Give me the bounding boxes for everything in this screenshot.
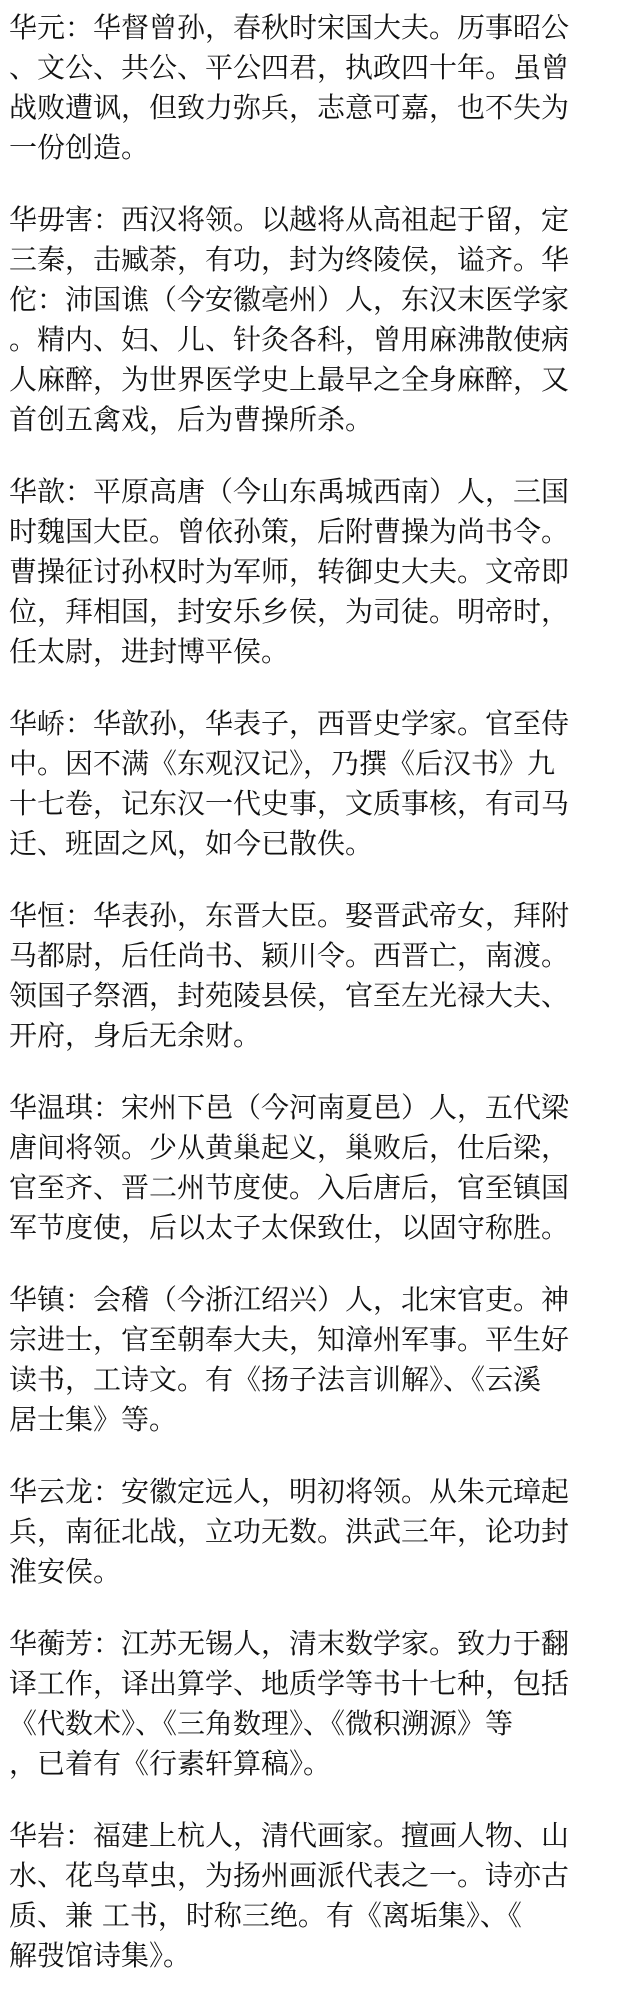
text-line: 译工作，译出算学、地质学等书十七种，包括 — [9, 1667, 570, 1700]
text-line: 任太尉，进封博平侯。 — [9, 635, 290, 668]
text-line: 三秦，击臧荼，有功，封为终陵侯，谥齐。华 — [9, 243, 570, 276]
text-line: 首创五禽戏，后为曹操所杀。 — [9, 403, 374, 436]
paragraph-gap — [9, 864, 631, 896]
text-line: 华元：华督曾孙，春秋时宋国大夫。历事昭公 — [9, 11, 570, 44]
text-line: 华恒：华表孙，东晋大臣。娶晋武帝女，拜附 — [9, 899, 570, 932]
text-line: 时魏国大臣。曾依孙策，后附曹操为尚书令。 — [9, 515, 570, 548]
text-line: 迁、班固之风，如今已散佚。 — [9, 827, 374, 860]
text-line: 华歆：平原高唐（今山东禹城西南）人，三国 — [9, 475, 570, 508]
biography-entry-hua-heng — [9, 896, 631, 1056]
biography-entry-hua-yuan — [9, 8, 631, 168]
text-line: 位，拜相国，封安乐乡侯，为司徒。明帝时， — [9, 595, 570, 628]
paragraph-gap — [9, 1248, 631, 1280]
text-line: 开府，身后无余财。 — [9, 1019, 262, 1052]
paragraph-gap — [9, 168, 631, 200]
text-line: 居士集》等。 — [9, 1403, 178, 1436]
paragraph-gap — [9, 672, 631, 704]
paragraph-gap — [9, 1784, 631, 1816]
text-line: ，已着有《行素轩算稿》。 — [9, 1747, 332, 1780]
biography-entry-hua-wuhai-hua-tuo — [9, 200, 631, 440]
text-line: 华蘅芳：江苏无锡人，清末数学家。致力于翻 — [9, 1627, 570, 1660]
biography-entry-hua-hengfang — [9, 1624, 631, 1784]
paragraph-gap — [9, 1440, 631, 1472]
text-line: 领国子祭酒，封苑陵县侯，官至左光禄大夫、 — [9, 979, 570, 1012]
text-line: 华镇：会稽（今浙江绍兴）人，北宋官吏。神 — [9, 1283, 570, 1316]
text-line: 军节度使，后以太子太保致仕，以固守称胜。 — [9, 1211, 570, 1244]
text-line: 华毋害：西汉将领。以越将从高祖起于留，定 — [9, 203, 570, 236]
text-line: 。精内、妇、儿、针灸各科，曾用麻沸散使病 — [9, 323, 570, 356]
biography-entry-hua-qiao — [9, 704, 631, 864]
text-line: 华岩：福建上杭人，清代画家。擅画人物、山 — [9, 1819, 570, 1852]
text-line: 华温琪：宋州下邑（今河南夏邑）人，五代梁 — [9, 1091, 570, 1124]
text-line: 华峤：华歆孙，华表子，西晋史学家。官至侍 — [9, 707, 570, 740]
text-line: 佗：沛国谯（今安徽亳州）人，东汉末医学家 — [9, 283, 570, 316]
biography-entry-hua-xin — [9, 472, 631, 672]
text-line: 淮安侯。 — [9, 1555, 122, 1588]
text-line: 宗进士，官至朝奉大夫，知漳州军事。平生好 — [9, 1323, 570, 1356]
text-line: 马都尉，后任尚书、颖川令。西晋亡，南渡。 — [9, 939, 570, 972]
text-line: 读书，工诗文。有《扬子法言训解》、《云溪 — [9, 1363, 542, 1396]
paragraph-gap — [9, 440, 631, 472]
text-line: 唐间将领。少从黄巢起义，巢败后，仕后梁， — [9, 1131, 570, 1164]
text-line: 华云龙：安徽定远人，明初将领。从朱元璋起 — [9, 1475, 570, 1508]
text-line: 《代数术》、《三角数理》、《微积溯源》等 — [9, 1707, 514, 1740]
text-line: 人麻醉，为世界医学史上最早之全身麻醉，又 — [9, 363, 570, 396]
text-line: 曹操征讨孙权时为军师，转御史大夫。文帝即 — [9, 555, 570, 588]
biography-entry-hua-wenqi — [9, 1088, 631, 1248]
text-line: 中。因不满《东观汉记》，乃撰《后汉书》九 — [9, 747, 556, 780]
text-line: 战败遭讽，但致力弥兵，志意可嘉，也不失为 — [9, 91, 570, 124]
text-line: 解弢馆诗集》。 — [9, 1939, 192, 1972]
text-line: 兵，南征北战，立功无数。洪武三年，论功封 — [9, 1515, 570, 1548]
text-line: 官至齐、晋二州节度使。入后唐后，官至镇国 — [9, 1171, 570, 1204]
paragraph-gap — [9, 1592, 631, 1624]
text-line: 十七卷，记东汉一代史事，文质事核，有司马 — [9, 787, 570, 820]
biography-entry-hua-zhen — [9, 1280, 631, 1440]
text-line: 水、花鸟草虫，为扬州画派代表之一。诗亦古 — [9, 1859, 570, 1892]
text-line: 质、兼 工书，时称三绝。有《离垢集》、《 — [9, 1899, 522, 1932]
text-line: 一份创造。 — [9, 131, 150, 164]
paragraph-gap — [9, 1056, 631, 1088]
biography-entry-hua-yunlong — [9, 1472, 631, 1592]
text-line: 、文公、共公、平公四君，执政四十年。虽曾 — [9, 51, 570, 84]
biography-entry-hua-yan — [9, 1816, 631, 1976]
